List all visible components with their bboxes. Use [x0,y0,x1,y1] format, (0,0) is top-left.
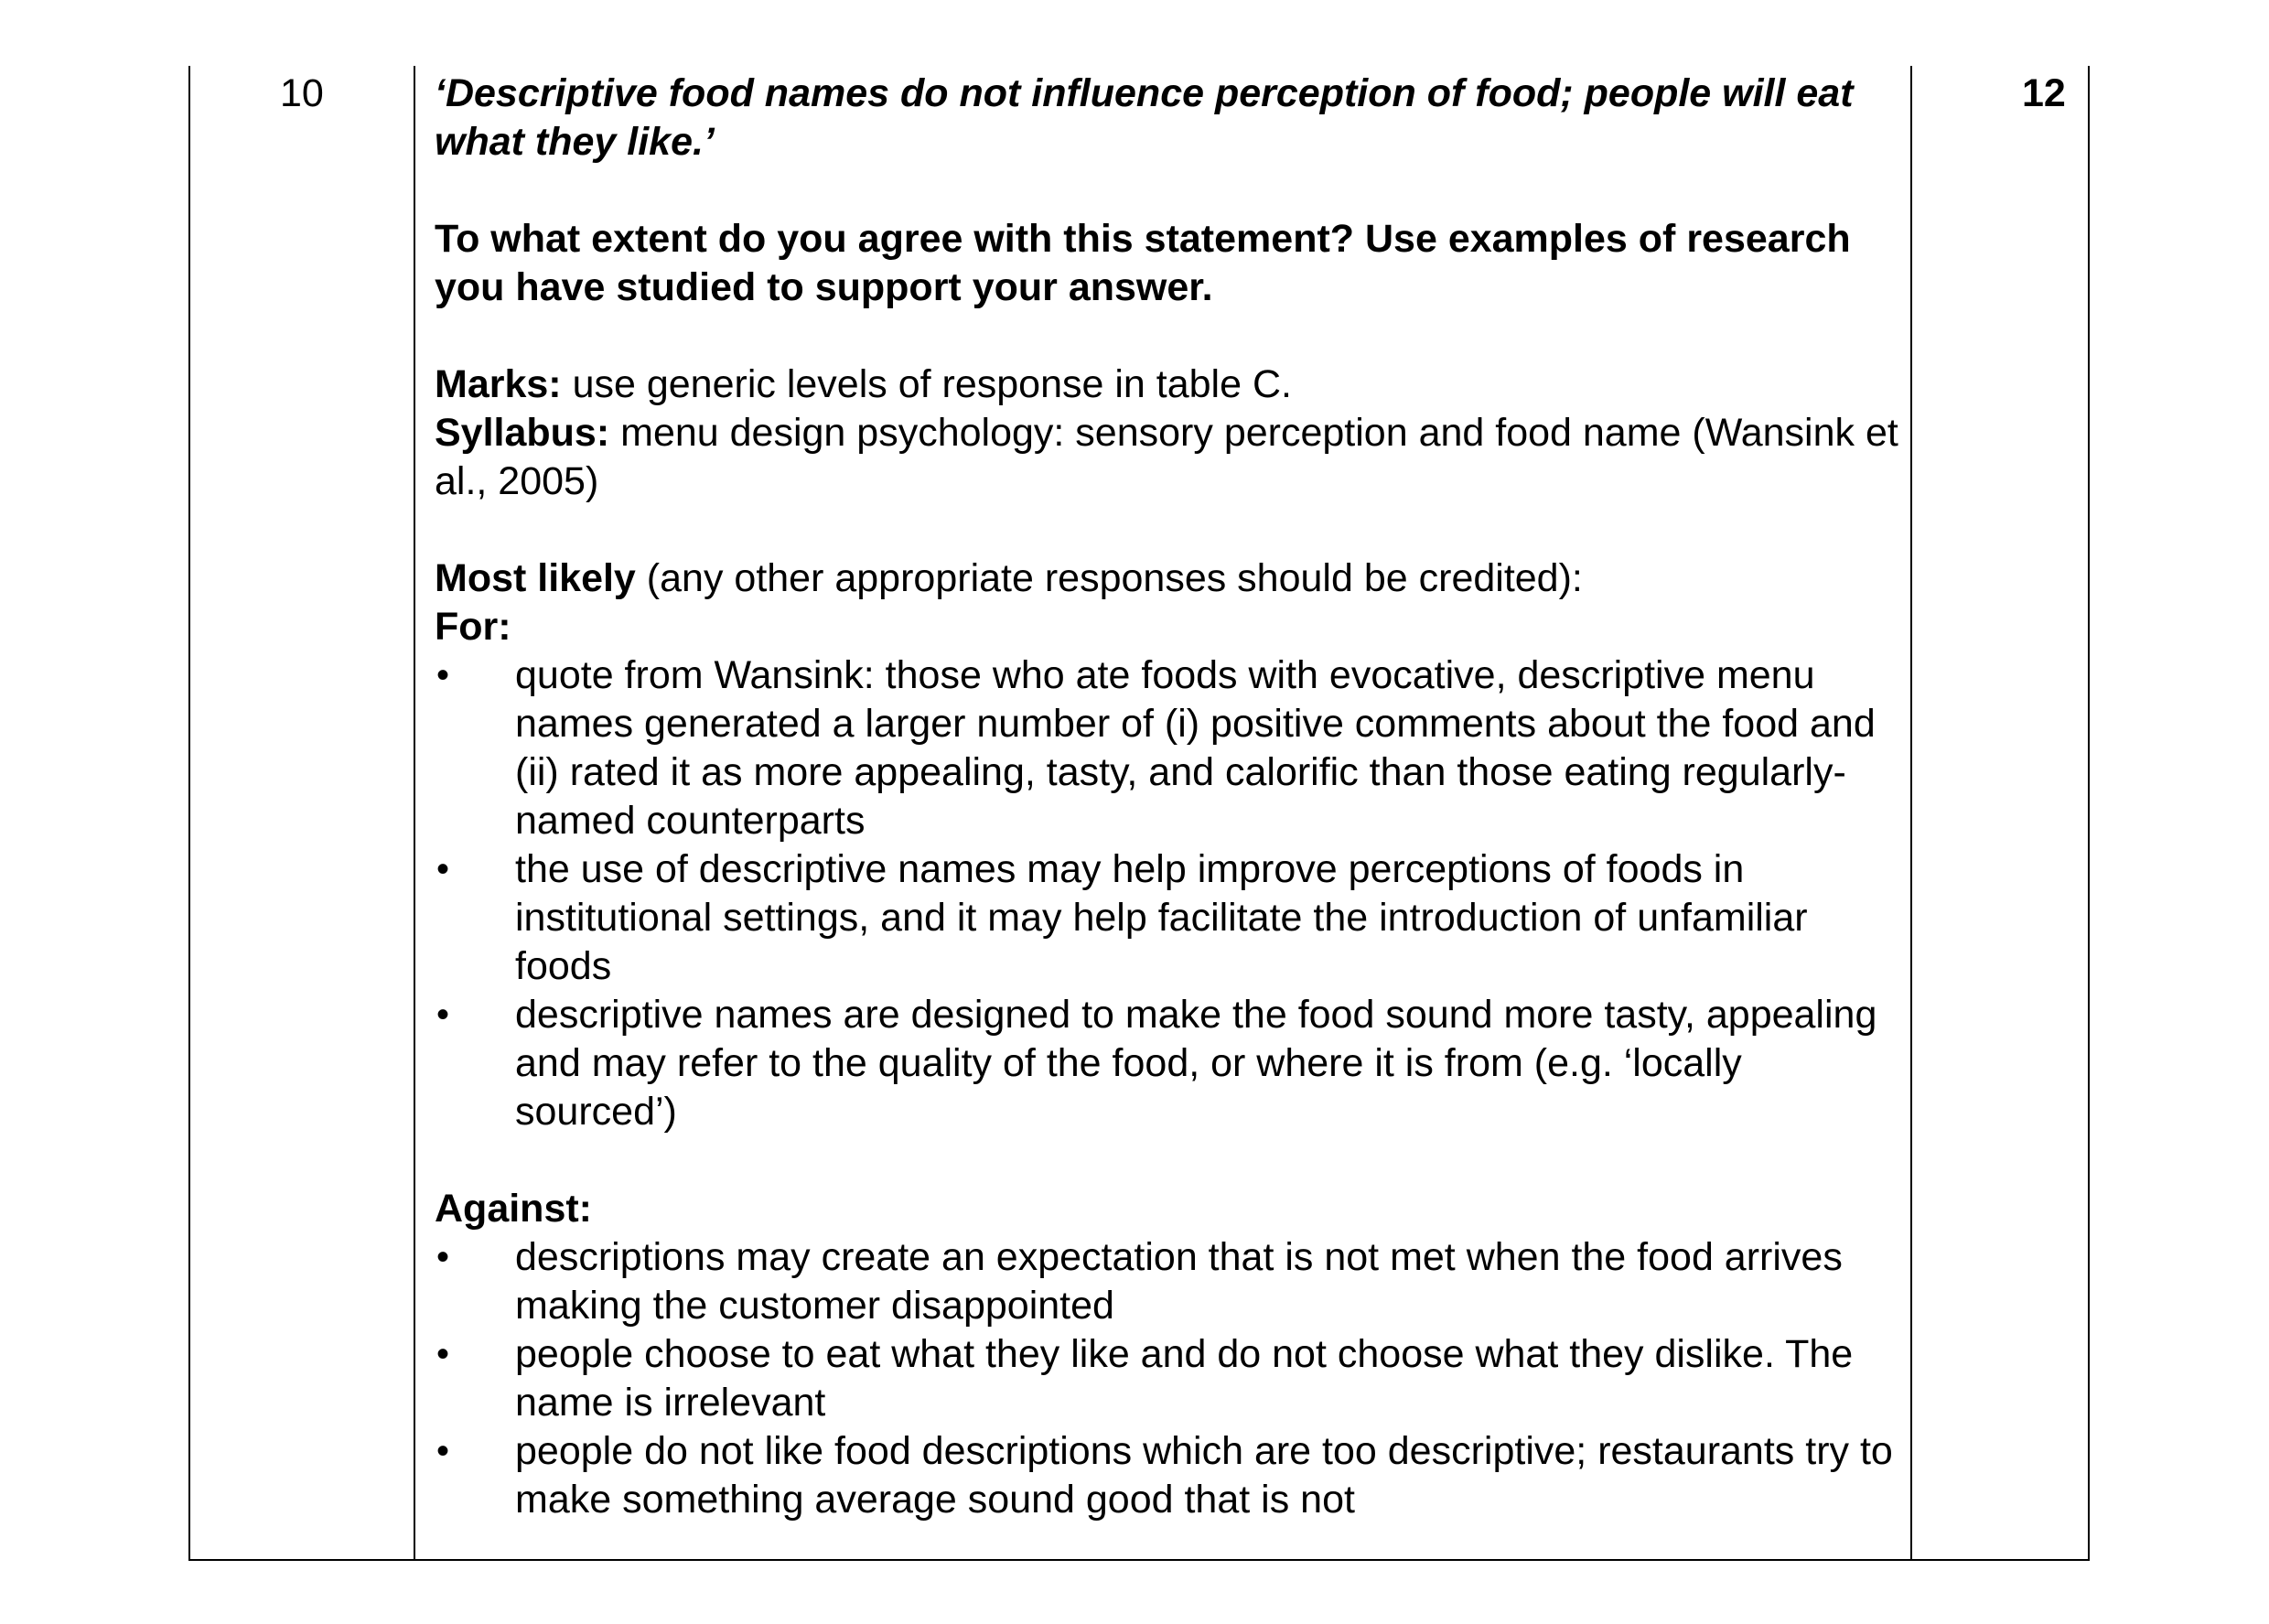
bullet-icon: • [436,995,450,1035]
list-item [435,991,1898,1136]
syllabus-text: menu design psychology: sensory perception and food name (Wansink et al., 2005) [435,411,1898,503]
for-heading: For: [435,605,511,649]
list-item [435,1427,1898,1524]
against-list [435,1233,1898,1524]
list-item [435,845,1898,991]
list-item [435,1330,1898,1427]
list-item-text: the use of descriptive names may help improve perceptions of foods in institutional settings, and it may help facilitate the introduction of unfamiliar foods [515,847,1808,988]
marks-label: Marks: [435,362,562,406]
list-item [435,1233,1898,1330]
syllabus-line [435,409,1898,506]
bullet-icon: • [436,1431,450,1471]
bullet-icon: • [436,849,450,889]
column-divider-marks [1910,66,1912,1559]
list-item-text: descriptions may create an expectation that is not met when the food arrives making the customer disappointed [515,1235,1843,1328]
most-likely-text: (any other appropriate responses should be credited): [635,556,1583,600]
column-divider-number [414,66,415,1559]
most-likely-label: Most likely [435,556,636,600]
list-item [435,651,1898,845]
question-number: 10 [280,71,324,115]
list-item-text: descriptive names are designed to make the food sound more tasty, appealing and may refer to the quality of the food, or where it is from (e.g. ‘locally sourced’) [515,993,1877,1134]
bullet-icon: • [436,1334,450,1374]
bullet-icon: • [436,655,450,695]
answer-guidance [435,70,1898,1524]
for-list [435,651,1898,1136]
bullet-icon: • [436,1237,450,1277]
most-likely-line [435,554,1898,603]
against-heading: Against: [435,1187,592,1231]
question-prompt: To what extent do you agree with this statement? Use examples of research you have studied to support your answer. [435,217,1851,309]
syllabus-label: Syllabus: [435,411,610,455]
list-item-text: people do not like food descriptions which are too descriptive; restaurants try to make something average sound good that is not [515,1429,1893,1522]
question-quote: ‘Descriptive food names do not influence perception of food; people will eat what they like.’ [435,71,1854,164]
marks-line [435,360,1898,409]
list-item-text: people choose to eat what they like and do not choose what they dislike. The name is irrelevant [515,1332,1854,1425]
question-marks: 12 [2022,71,2066,115]
marks-text: use generic levels of response in table C. [561,362,1292,406]
list-item-text: quote from Wansink: those who ate foods with evocative, descriptive menu names generated a larger number of (i) positive comments about the food and (ii) rated it as more appealing, tasty, and calorific than those eating regularly-named counterparts [515,653,1876,843]
